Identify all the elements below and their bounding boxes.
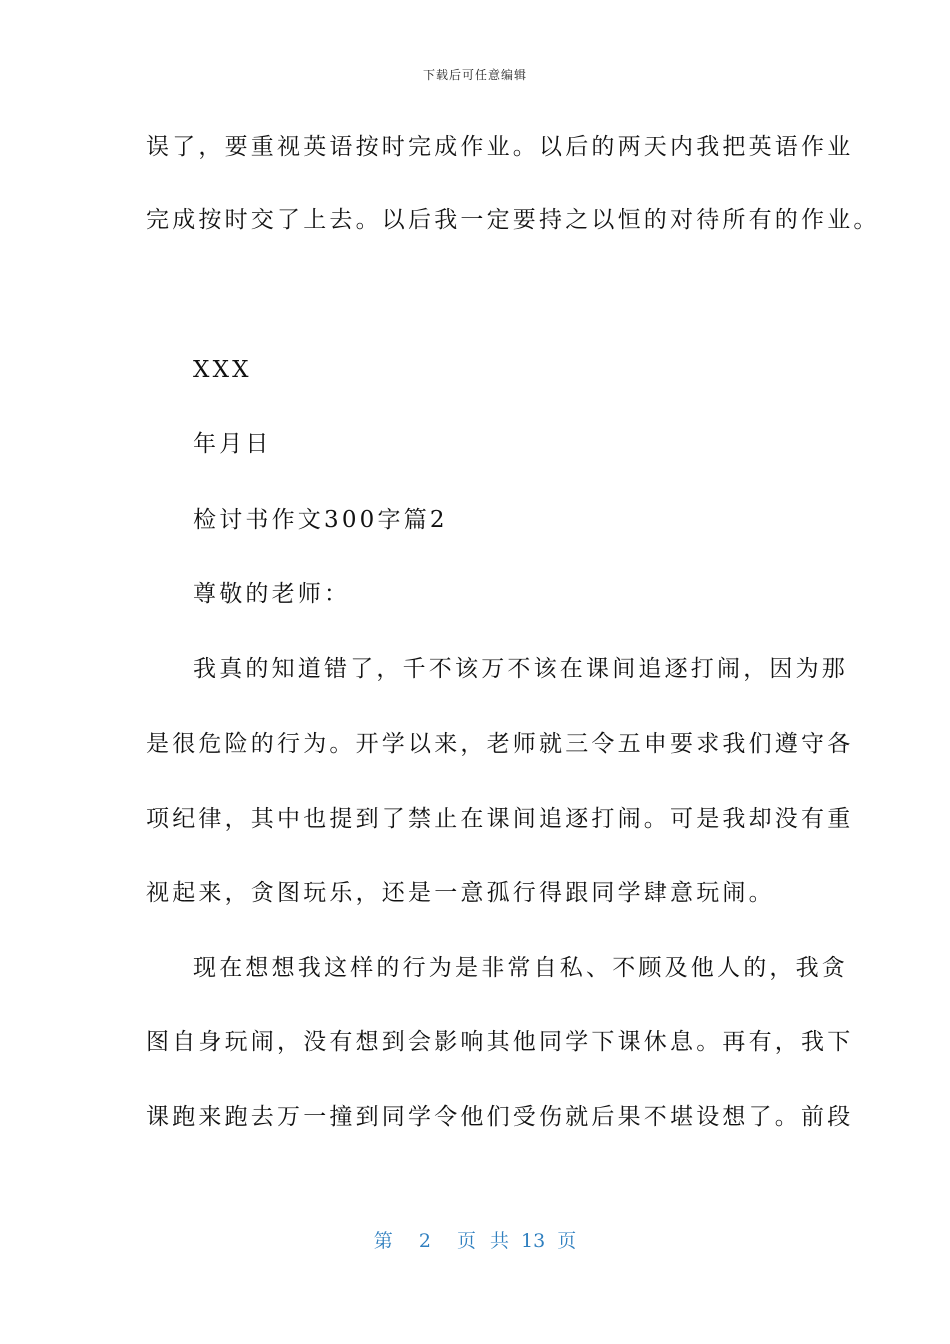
footer-total-pages: 13 [521, 1230, 546, 1252]
body-line: 是很危险的行为。开学以来，老师就三令五申要求我们遵守各 [146, 731, 854, 757]
body-line: 我真的知道错了，千不该万不该在课间追逐打闹，因为那 [193, 656, 848, 682]
body-line: 项纪律，其中也提到了禁止在课间追逐打闹。可是我却没有重 [146, 806, 854, 832]
page-footer [0, 1226, 950, 1253]
body-line: 完成按时交了上去。以后我一定要持之以恒的对待所有的作业。 [146, 207, 880, 233]
body-line: 视起来，贪图玩乐，还是一意孤行得跟同学肆意玩闹。 [146, 880, 775, 906]
signature-name: XXX [193, 357, 252, 383]
body-line: 图自身玩闹，没有想到会影响其他同学下课休息。再有，我下 [146, 1029, 854, 1055]
body-line: 误了，要重视英语按时完成作业。以后的两天内我把英语作业 [146, 134, 854, 160]
header-note: 下载后可任意编辑 [422, 68, 527, 82]
footer-prefix: 第 [373, 1230, 393, 1252]
footer-suffix: 页 [557, 1230, 577, 1252]
body-line: 课跑来跑去万一撞到同学令他们受伤就后果不堪设想了。前段 [146, 1104, 854, 1130]
section-title: 检讨书作文300字篇2 [193, 507, 448, 533]
footer-middle: 页 共 [456, 1230, 510, 1252]
body-line: 现在想想我这样的行为是非常自私、不顾及他人的，我贪 [193, 955, 848, 981]
salutation: 尊敬的老师： [193, 581, 351, 607]
signature-date: 年月日 [193, 431, 272, 457]
footer-page-number: 2 [418, 1230, 431, 1252]
